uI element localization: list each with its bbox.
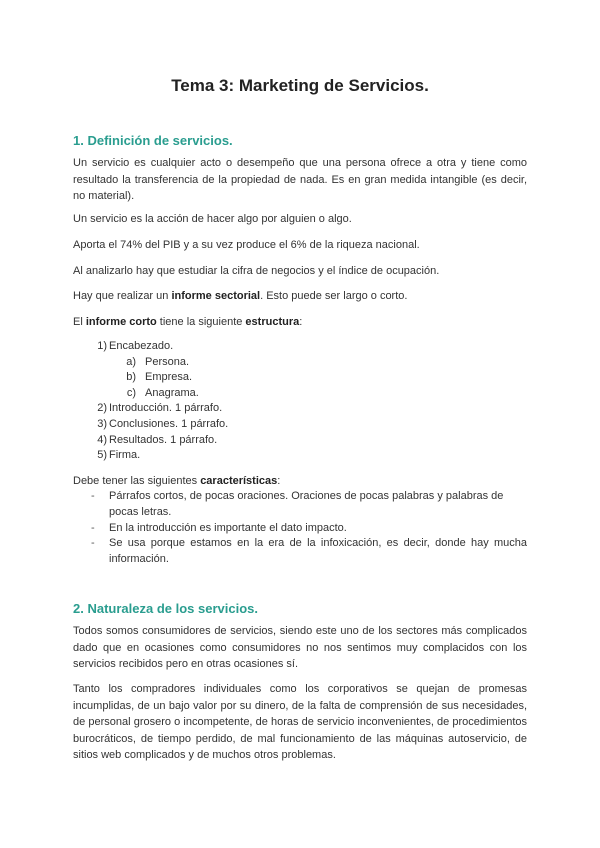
bold-informe-corto: informe corto xyxy=(85,316,157,328)
action-paragraph: Un servicio es la acción de hacer algo por alguien o algo. xyxy=(73,213,352,225)
bullet-item: - En la introducción es importante el dato impacto. xyxy=(73,521,527,537)
section-1-heading: 1. Definición de servicios. xyxy=(73,133,233,148)
short-report-paragraph: El informe corto tiene la siguiente estructura: xyxy=(73,316,303,328)
analysis-paragraph: Al analizarlo hay que estudiar la cifra de negocios y el índice de ocupación. xyxy=(73,265,440,277)
bold-caracteristicas: características xyxy=(200,475,278,487)
list-subitem: a) Persona. xyxy=(126,355,190,368)
characteristics-list xyxy=(73,489,527,568)
list-subitem: b) Empresa. xyxy=(126,371,193,384)
list-item: 2) Introducción. 1 párrafo. xyxy=(97,402,223,415)
dash-bullet-icon: - xyxy=(91,490,95,502)
bold-informe-sectorial: informe sectorial xyxy=(171,290,261,302)
pib-paragraph: Aporta el 74% del PIB y a su vez produce el 6% de la riqueza nacional. xyxy=(73,239,420,251)
structure-list xyxy=(73,339,527,464)
consumers-paragraph: Todos somos consumidores de servicios, siendo este uno de los sectores más complicados dado que en ocasiones como consumidores no nos sentimos muy complacidos con los servicios recibidos pero en otras ocasiones sí. xyxy=(73,625,527,670)
sector-report-paragraph: Hay que realizar un informe sectorial. Esto puede ser largo o corto. xyxy=(73,290,408,302)
section-2-heading: 2. Naturaleza de los servicios. xyxy=(73,601,258,616)
page-title: Tema 3: Marketing de Servicios. xyxy=(171,76,429,95)
complaints-paragraph: Tanto los compradores individuales como los corporativos se quejan de promesas incumplidas, de un bajo valor por su dinero, de la falta de comprensión de sus necesidades, de personal grosero o incompetente, de horas de servicio inconvenientes, de procedimientos burocráticos, de tiempo perdido, de mal funcionamiento de las máquinas autoservicio, de sitios web complicados y de muchos otros problemas. xyxy=(73,683,527,761)
bullet-item: - Párrafos cortos, de pocas oraciones. Oraciones de pocas palabras y palabras de pocas letras. xyxy=(91,490,504,518)
list-item: 4) Resultados. 1 párrafo. xyxy=(97,433,218,446)
definition-paragraph: Un servicio es cualquier acto o desempeño que una persona ofrece a otra y tiene como resultado la transferencia de la propiedad de nada. Es en gran medida intangible (es decir, no material). xyxy=(73,157,527,202)
dash-bullet-icon: - xyxy=(91,521,95,534)
bold-estructura: estructura xyxy=(245,316,300,328)
list-item: 5) Firma. xyxy=(97,449,141,462)
list-subitem: c) Anagrama. xyxy=(126,386,199,399)
list-item: 3) Conclusiones. 1 párrafo. xyxy=(97,417,229,430)
list-item: 1) Encabezado. xyxy=(97,340,174,352)
dash-bullet-icon: - xyxy=(91,537,95,550)
characteristics-paragraph: Debe tener las siguientes características: xyxy=(73,475,281,487)
bullet-item: - Se usa porque estamos en la era de la infoxicación, es decir, donde hay mucha información. xyxy=(91,537,527,566)
